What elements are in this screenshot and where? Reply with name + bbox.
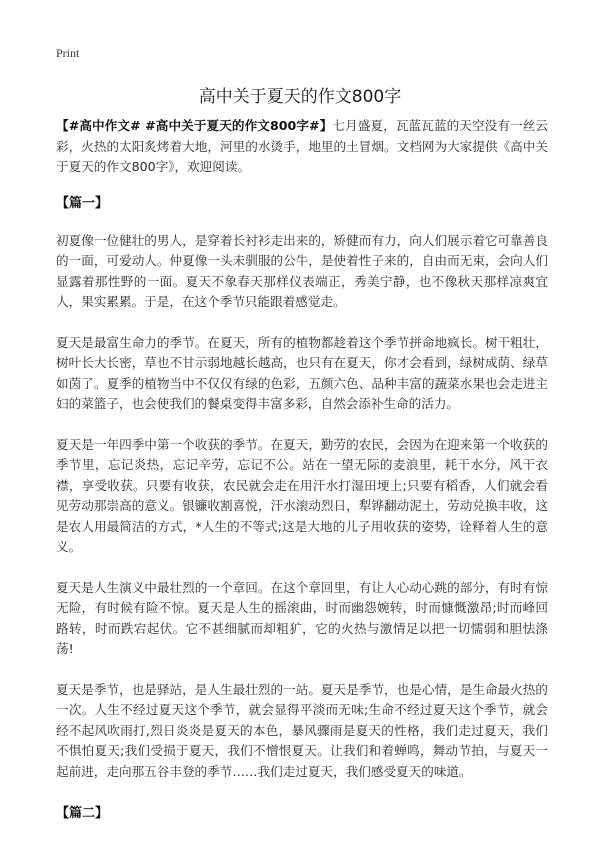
article-title: 高中关于夏天的作文800字: [198, 87, 402, 107]
intro-paragraph: [56, 116, 548, 178]
section-heading-1: 【篇一】: [56, 195, 109, 211]
print-link[interactable]: Print: [56, 46, 80, 60]
section-heading-2: 【篇二】: [56, 806, 109, 821]
body-paragraph-1: 初夏像一位健壮的男人，是穿着长衬衫走出来的，矫健而有力，向人们展示着它可靠善良的一面，可爱动人。仲夏像一头未驯服的公牛，是使着性子来的，自由而无束，会向人们显露着那性野的一面。夏天不象春天那样仪表端正，秀美宁静，也不像秋天那样凉爽宜人，果实累累。于是，在这个季节只能跟着感觉走。: [56, 232, 548, 309]
intro-text: 七月盛夏，瓦蓝瓦蓝的天空没有一丝云彩，火热的太阳炙烤着大地，河里的水烫手，地里的土冒烟。文档网为大家提供《高中关于夏天的作文800字》，欢迎阅读。: [56, 118, 549, 174]
body-paragraph-2: 夏天是最富生命力的季节。在夏天，所有的植物都趁着这个季节拼命地疯长。树干粗壮，树叶长大长密，草也不甘示弱地越长越高，也只有在夏天，你才会看到，绿树成荫、绿草如茵了。夏季的植物当中不仅仅有绿的色彩，五颜六色、品种丰富的蔬菜水果也会走进主妇的菜篮子，也会使我们的餐桌变得丰富多彩，自然会添补生命的活力。: [56, 334, 548, 411]
body-paragraph-4: 夏天是人生演义中最壮烈的一个章回。在这个章回里，有让人心动心跳的部分，有时有惊无险，有时候有险不惊。夏天是人生的摇滚曲，时而幽怨婉转，时而慷慨激昂;时而峰回路转，时而跌宕起伏。它不甚细腻而却粗犷，它的火热与激情足以把一切懦弱和胆怯涤荡!: [56, 579, 548, 656]
body-paragraph-3: 夏天是一年四季中第一个收获的季节。在夏天，勤劳的农民，会因为在迎来第一个收获的季节里，忘记炎热，忘记辛劳，忘记不公。站在一望无际的麦浪里，耗干水分，风干衣襟，享受收获。只要有收获，农民就会走在用汗水打湿田埂上;只要有稻香，人们就会看见劳动那崇高的意义。银镰收割喜悦，汗水滚动烈日，犁铧翻动泥土，劳动兑换丰收，这是农人用最简洁的方式，*人生的不等式;这是大地的儿子用收获的姿势，诠释着人生的意义。: [56, 436, 548, 554]
intro-lead: 【#高中作文# #高中关于夏天的作文800字#】: [56, 118, 333, 133]
body-paragraph-5: 夏天是季节，也是驿站，是人生最壮烈的一站。夏天是季节，也是心情，是生命最火热的一次。人生不经过夏天这个季节，就会显得平淡而无味;生命不经过夏天这个季节，就会经不起风吹雨打,烈日炎炎是夏天的本色，暴风骤雨是夏天的性格，我们走过夏天，我们不惧怕夏天;我们受损于夏天，我们不憎恨夏天。让我们和着蝉鸣，舞动节拍，与夏天一起前进，走向那五谷丰登的季节……我们走过夏天，我们感受夏天的味道。: [56, 681, 548, 779]
article-body: [56, 116, 548, 841]
